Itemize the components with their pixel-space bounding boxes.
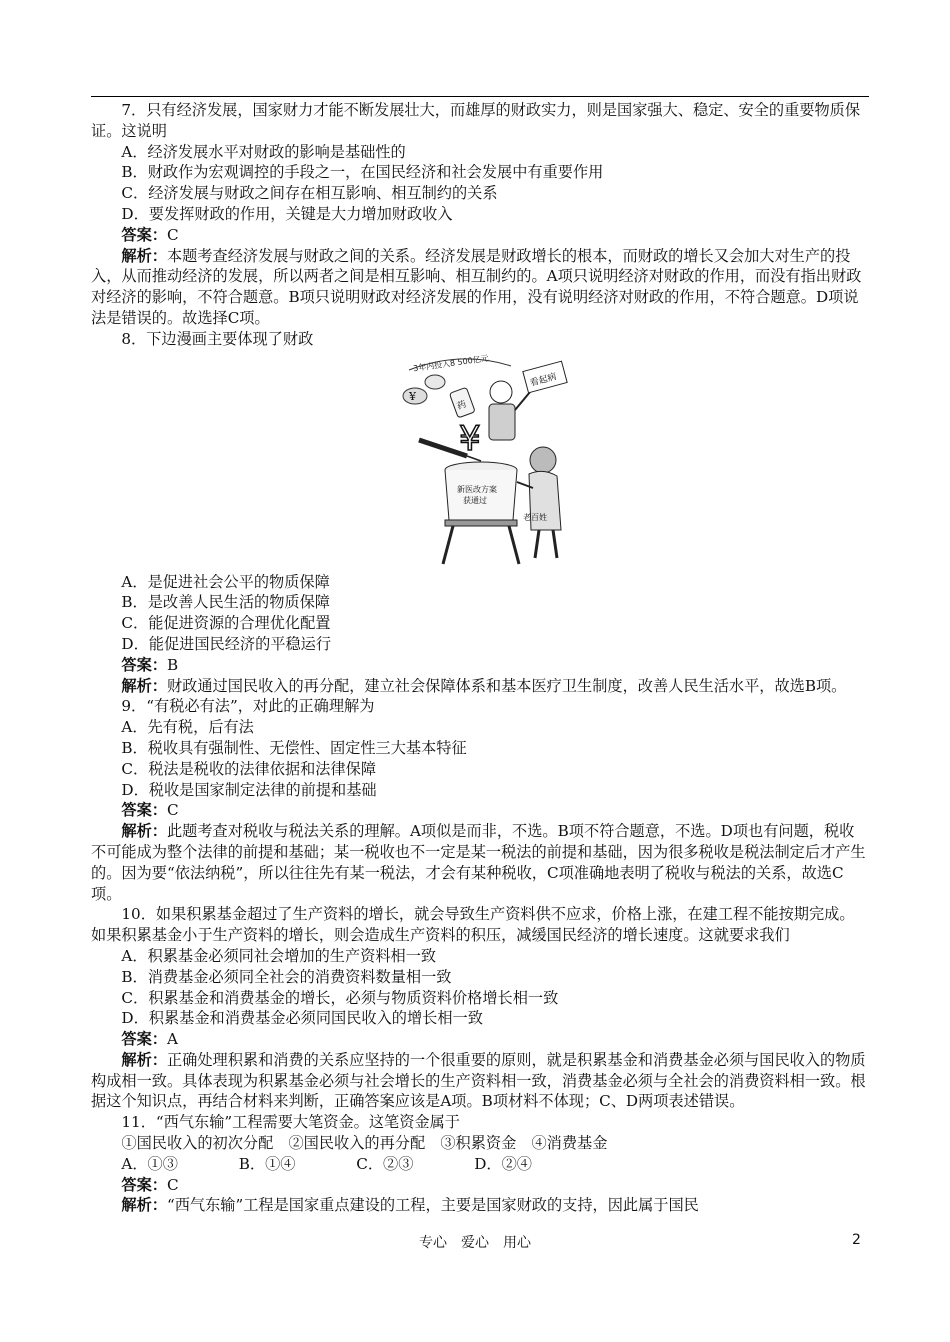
q7-analysis	[91, 246, 869, 329]
answer-label: 答案：	[121, 801, 167, 820]
analysis-text: 本题考查经济发展与财政之间的关系。经济发展是财政增长的根本，而财政的增长又会加大对生产的投入，从而推动经济的发展，所以两者之间是相互影响、相互制约的。A项只说明经济对财政的作用，而没有指出财政对经济的影响，不符合题意。B项只说明财政对经济发展的作用，没有说明经济对财政的作用，不符合题意。D项说法是错误的。故选择C项。	[91, 246, 862, 327]
q10-answer	[91, 1029, 869, 1050]
q7-option-b: B．财政作为宏观调控的手段之一，在国民经济和社会发展中有重要作用	[121, 163, 604, 182]
cartoon-sign-text: 看起病	[529, 371, 558, 389]
cartoon-pot-text: 新医改方案获通过	[457, 484, 497, 505]
q7-stem: 7．只有经济发展，国家财力才能不断发展壮大，而雄厚的财政实力，则是国家强大、稳定、安全的重要物质保证。这说明	[91, 101, 861, 140]
q10-option-a: A．积累基金必须同社会增加的生产资料相一致	[121, 946, 437, 965]
analysis-label: 解析：	[121, 246, 167, 265]
analysis-text: 财政通过国民收入的再分配，建立社会保障体系和基本医疗卫生制度，改善人民生活水平，故选B项。	[166, 676, 847, 695]
q9-analysis	[91, 821, 869, 904]
q11-choice-c: C．②③	[356, 1154, 414, 1173]
q9-stem: 9．“有税必有法”，对此的正确理解为	[121, 697, 375, 716]
answer-label: 答案：	[121, 655, 167, 674]
q8-analysis	[91, 676, 869, 697]
q8-option-c: C．能促进资源的合理优化配置	[121, 614, 331, 633]
q9-option-a: A．先有税，后有法	[121, 718, 254, 737]
q10-analysis	[91, 1050, 869, 1112]
q11-items: ①国民收入的初次分配 ②国民收入的再分配 ③积累资金 ④消费基金	[121, 1134, 608, 1153]
analysis-label: 解析：	[121, 822, 167, 841]
answer-value: C	[166, 801, 179, 820]
analysis-text: 此题考查对税收与税法关系的理解。A项似是而非，不选。B项不符合题意，不选。D项也有问题，税收不可能成为整个法律的前提和基础；某一税收也不一定是某一税法的前提和基础，因为很多税收是税法制定后才产生的。因为要“依法纳税”，所以往往先有某一税法，才会有某种税收，C项准确地表明了税收与税法的关系，故选C项。	[91, 822, 866, 903]
q8-option-d: D．能促进国民经济的平稳运行	[121, 634, 332, 653]
analysis-label: 解析：	[121, 676, 167, 695]
q11-answer	[91, 1175, 869, 1196]
q8-stem: 8．下边漫画主要体现了财政	[121, 329, 314, 348]
q10-stem: 10．如果积累基金超过了生产资料的增长，就会导致生产资料供不应求，价格上涨，在建工程不能按期完成。如果积累基金小于生产资料的增长，则会造成生产资料的积压，减缓国民经济的增长速度。这就要求我们	[91, 905, 855, 945]
q9-option-b: B．税收具有强制性、无偿性、固定性三大基本特征	[121, 738, 467, 757]
q10-option-d: D．积累基金和消费基金必须同国民收入的增长相一致	[121, 1009, 483, 1028]
q8-answer	[91, 655, 869, 676]
q9-option-c: C．税法是税收的法律依据和法律保障	[121, 759, 377, 778]
q8-option-b: B．是改善人民生活的物质保障	[121, 593, 330, 612]
analysis-text: “西气东输”工程是国家重点建设的工程，主要是国家财政的支持，因此属于国民	[166, 1196, 699, 1215]
q11-analysis	[91, 1195, 869, 1216]
q8-option-a: A．是促进社会公平的物质保障	[121, 572, 330, 591]
footer-motto: 专心 爱心 用心	[419, 1235, 531, 1251]
answer-label: 答案：	[121, 1030, 167, 1049]
page-content	[91, 100, 869, 1216]
q9-answer	[91, 800, 869, 821]
q9-option-d: D．税收是国家制定法律的前提和基础	[121, 780, 377, 799]
analysis-text: 正确处理积累和消费的关系应坚持的一个很重要的原则，就是积累基金和消费基金必须与国民收入的物质构成相一致。具体表现为积累基金必须与社会增长的生产资料相一致，消费基金必须与全社会的消费资料相一致。根据这个知识点，再结合材料来判断，正确答案应该是A项。B项材料不体现；C、D两项表述错误。	[91, 1050, 866, 1111]
q11-choice-b: B．①④	[238, 1154, 296, 1173]
answer-label: 答案：	[121, 1175, 167, 1194]
cartoon-person-label: 老百姓	[523, 512, 547, 522]
q11-choices	[91, 1154, 869, 1175]
answer-value: C	[166, 1175, 179, 1194]
q7-answer	[91, 225, 869, 246]
answer-label: 答案：	[121, 225, 167, 244]
cartoon-figure	[91, 350, 869, 572]
q7-option-d: D．要发挥财政的作用，关键是大力增加财政收入	[121, 204, 453, 223]
q11-choice-d: D．②④	[474, 1154, 532, 1173]
answer-value: A	[166, 1030, 178, 1049]
q10-option-c: C．积累基金和消费基金的增长，必须与物质资料价格增长相一致	[121, 988, 559, 1007]
cartoon-bottle-label: 药	[455, 399, 468, 412]
answer-value: C	[166, 225, 179, 244]
q7-option-a: A．经济发展水平对财政的影响是基础性的	[121, 142, 406, 161]
page-number: 2	[852, 1232, 861, 1248]
analysis-label: 解析：	[121, 1050, 167, 1069]
svg-text:¥: ¥	[409, 389, 416, 403]
q7-option-c: C．经济发展与财政之间存在相互影响、相互制约的关系	[121, 184, 498, 203]
analysis-label: 解析：	[121, 1196, 167, 1215]
q10-option-b: B．消费基金必须同全社会的消费资料数量相一致	[121, 967, 452, 986]
header-rule	[91, 96, 869, 97]
cartoon-banner-text: 3年内投入8 500亿元	[412, 353, 490, 373]
answer-value: B	[166, 655, 179, 674]
cartoon-illustration	[401, 352, 571, 566]
svg-text:¥: ¥	[459, 418, 481, 459]
q11-stem: 11．“西气东输”工程需要大笔资金。这笔资金属于	[121, 1113, 460, 1132]
q11-choice-a: A．①③	[121, 1154, 178, 1173]
